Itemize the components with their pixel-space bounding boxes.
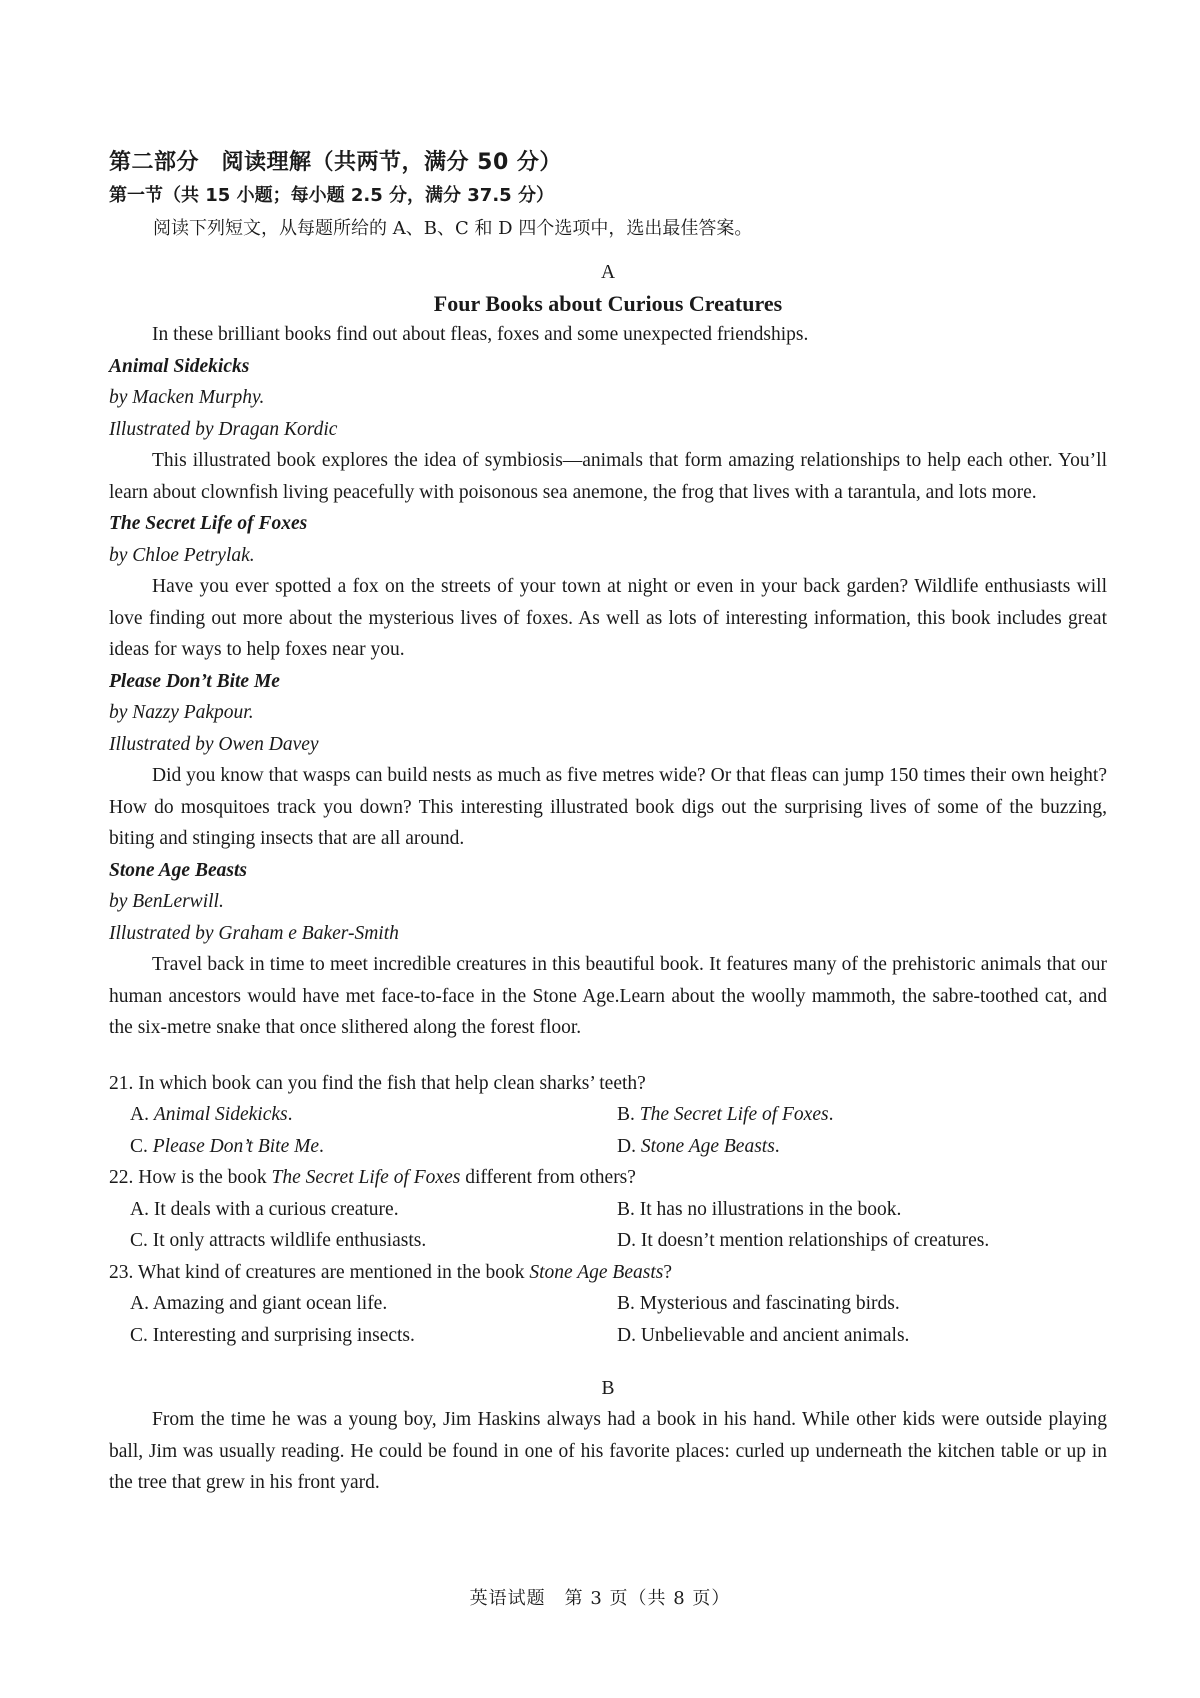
option-text: It has no illustrations in the book. <box>639 1198 902 1220</box>
question-stem-text: 23. What kind of creatures are mentioned in the book <box>109 1261 530 1283</box>
book-title: Please Don’t Bite Me <box>109 670 280 692</box>
option-text: It only attracts wildlife enthusiasts. <box>152 1230 427 1251</box>
book-title: Animal Sidekicks <box>109 355 250 377</box>
page-footer: 英语试题 第 3 页（共 8 页） <box>469 1588 731 1609</box>
option-b[interactable] <box>617 1194 1117 1226</box>
book-illustrator: Illustrated by Owen Davey <box>109 733 319 755</box>
passage-b-paragraph: From the time he was a young boy, Jim Haskins always had a book in his hand. While other kids were outside playing ball, Jim was usually reading. He could be found in one of his favorite places: curled up underneath the kitchen table or up in the tree that grew in his front yard. <box>109 1409 1107 1493</box>
section-title: 第一节（共 15 小题；每小题 2.5 分，满分 37.5 分） <box>109 185 554 206</box>
option-text: Please Don’t Bite Me <box>152 1135 320 1157</box>
question-stem <box>109 1068 1107 1100</box>
option-letter: B. <box>617 1198 640 1220</box>
option-d[interactable] <box>617 1131 1117 1163</box>
option-c[interactable] <box>130 1320 617 1352</box>
question-block <box>109 1257 1107 1352</box>
option-letter: B. <box>617 1104 640 1125</box>
option-suffix: . <box>774 1135 780 1157</box>
option-b[interactable] <box>617 1288 1117 1320</box>
book-title: The Secret Life of Foxes <box>109 513 308 534</box>
book-title: Stone Age Beasts <box>109 859 247 881</box>
question-stem <box>109 1162 1107 1194</box>
book-author: by Macken Murphy. <box>109 387 265 408</box>
question-stem-text: 21. In which book can you find the fish that help clean sharks’ teeth? <box>109 1072 646 1094</box>
question-block <box>109 1068 1107 1163</box>
option-d[interactable] <box>617 1225 1117 1257</box>
option-letter: B. <box>617 1293 640 1314</box>
option-a[interactable] <box>130 1099 617 1131</box>
question-stem <box>109 1257 1107 1289</box>
option-c[interactable] <box>130 1131 617 1163</box>
option-letter: C. <box>130 1135 153 1157</box>
option-letter: D. <box>617 1230 641 1251</box>
option-suffix: . <box>319 1135 324 1157</box>
option-d[interactable] <box>617 1320 1117 1352</box>
option-letter: C. <box>130 1230 153 1251</box>
book-description: Did you know that wasps can build nests as much as five metres wide? Or that fleas can jump 150 times their own height? How do mosquitoes track you down? This interesting illustrated book digs out the surprising lives of some of the buzzing, biting and stinging insects that are all around. <box>109 765 1107 849</box>
option-text: Animal Sidekicks <box>153 1104 288 1125</box>
option-suffix: . <box>828 1104 834 1125</box>
question-stem-book: Stone Age Beasts <box>529 1261 664 1283</box>
question-stem-text: 22. How is the book <box>109 1167 272 1188</box>
book-description: This illustrated book explores the idea of symbiosis—animals that form amazing relationships to help each other. You’ll learn about clownfish living peacefully with poisonous sea anemone, the frog that lives with a tarantula, and lots more. <box>109 450 1107 503</box>
option-a[interactable] <box>130 1288 617 1320</box>
question-stem-end: ? <box>663 1261 672 1283</box>
option-text: It doesn’t mention relationships of creatures. <box>640 1230 990 1251</box>
question-block <box>109 1162 1107 1257</box>
option-letter: A. <box>130 1293 153 1314</box>
book-author: by Chloe Petrylak. <box>109 544 255 566</box>
question-options <box>109 1194 1107 1257</box>
instruction: 阅读下列短文，从每题所给的 A、B、C 和 D 四个选项中，选出最佳答案。 <box>153 218 753 239</box>
passage-b-letter: B <box>601 1378 615 1399</box>
page-content <box>109 146 1107 1499</box>
option-letter: A. <box>130 1198 154 1220</box>
part-title: 第二部分 阅读理解（共两节，满分 50 分） <box>109 150 562 175</box>
book-author: by Nazzy Pakpour. <box>109 702 254 723</box>
book-description: Travel back in time to meet incredible creatures in this beautiful book. It features many of the prehistoric animals that our human ancestors would have met face-to-face in the Stone Age.Learn about the woolly mammoth, the sabre-toothed cat, and the six-metre snake that once slithered along the forest floor. <box>109 954 1107 1038</box>
book-author: by BenLerwill. <box>109 891 224 912</box>
option-letter: C. <box>130 1324 153 1346</box>
book-illustrator: Illustrated by Dragan Kordic <box>109 418 338 440</box>
question-stem-end: different from others? <box>460 1167 636 1188</box>
option-letter: A. <box>130 1104 154 1125</box>
option-text: The Secret Life of Foxes <box>639 1104 829 1125</box>
option-c[interactable] <box>130 1225 617 1257</box>
option-a[interactable] <box>130 1194 617 1226</box>
option-text: Stone Age Beasts <box>640 1135 775 1157</box>
passage-a-intro: In these brilliant books find out about fleas, foxes and some unexpected friendships. <box>152 324 809 345</box>
passage-a-title: Four Books about Curious Creatures <box>433 291 783 316</box>
option-text: Interesting and surprising insects. <box>152 1324 415 1346</box>
option-letter: D. <box>617 1135 641 1157</box>
question-options <box>109 1099 1107 1162</box>
book-description: Have you ever spotted a fox on the streets of your town at night or even in your back garden? Wildlife enthusiasts will love finding out more about the mysterious lives of foxes. As well as lots of interesting information, this book includes great ideas for ways to help foxes near you. <box>109 576 1107 660</box>
option-text: It deals with a curious creature. <box>153 1198 399 1220</box>
option-text: Amazing and giant ocean life. <box>152 1293 388 1314</box>
question-options <box>109 1288 1107 1351</box>
option-letter: D. <box>617 1324 641 1346</box>
option-b[interactable] <box>617 1099 1117 1131</box>
question-stem-book: The Secret Life of Foxes <box>271 1167 461 1188</box>
passage-a-letter: A <box>600 262 616 283</box>
option-suffix: . <box>287 1104 293 1125</box>
book-illustrator: Illustrated by Graham e Baker-Smith <box>109 922 399 944</box>
option-text: Unbelievable and ancient animals. <box>640 1324 910 1346</box>
option-text: Mysterious and fascinating birds. <box>639 1293 900 1314</box>
